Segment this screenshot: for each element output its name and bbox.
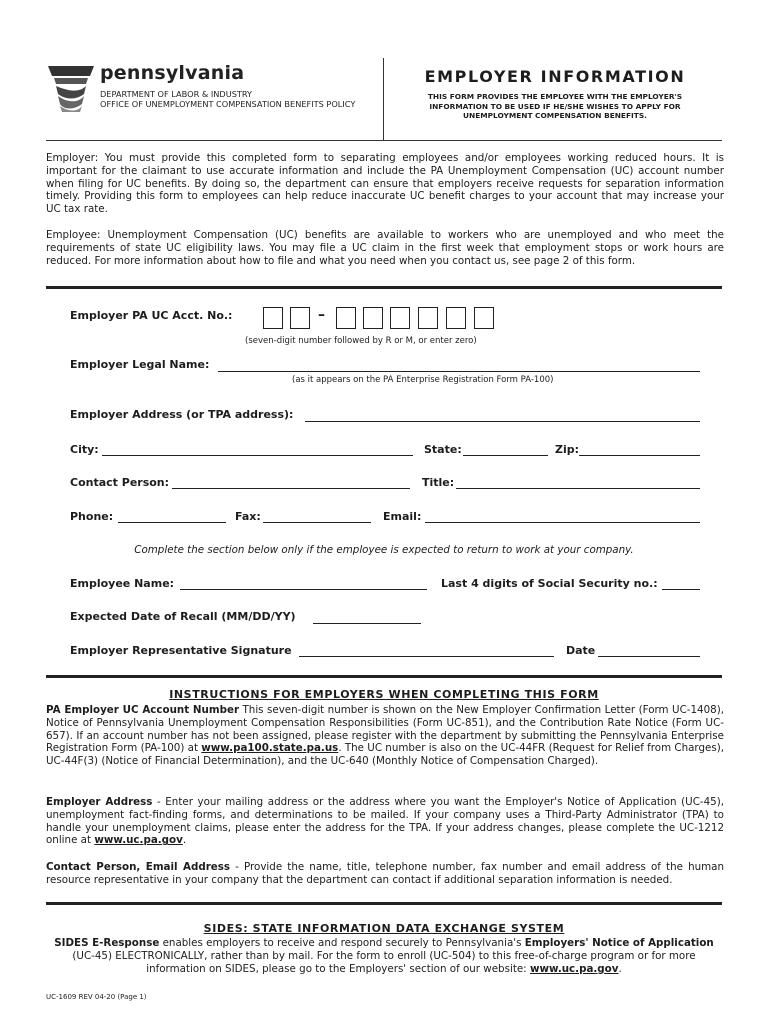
return-to-work-note: Complete the section below only if the employee is expected to return to work at your company.: [134, 544, 634, 556]
employer-address-instructions: Employer Address - Enter your mailing address or the address where you want the Employer's Notice of Application (UC-45), unemployment fact-finding forms, and determinations to be mailed. If your company uses a Third-Party Administrator (TPA) to handle your unemployment claims, please enter the address for the TPA. If your address changes, please complete the UC-1212 online at www.uc.pa.gov.: [46, 796, 724, 847]
contact-person-label: Contact Person:: [70, 476, 170, 489]
acct-digit-box[interactable]: [363, 307, 383, 329]
legal-name-field[interactable]: [218, 371, 700, 372]
address-label: Employer Address (or TPA address):: [70, 408, 294, 421]
phone-label: Phone:: [70, 510, 114, 523]
recall-date-field[interactable]: [313, 623, 421, 624]
acct-no-note: (seven-digit number followed by R or M, or enter zero): [245, 336, 477, 346]
header-divider: [383, 58, 384, 140]
section-rule: [46, 902, 722, 905]
date-label: Date: [566, 644, 596, 657]
form-header: [0, 0, 768, 140]
uc-website-link[interactable]: www.uc.pa.gov: [529, 963, 619, 975]
acct-digit-box[interactable]: [474, 307, 494, 329]
contact-person-field[interactable]: [172, 488, 410, 489]
legal-name-note: (as it appears on the PA Enterprise Registration Form PA-100): [292, 375, 554, 385]
acct-dash: –: [318, 307, 325, 323]
state-field[interactable]: [463, 455, 548, 456]
acct-digit-box[interactable]: [446, 307, 466, 329]
acct-digit-box[interactable]: [418, 307, 438, 329]
instructions-heading: INSTRUCTIONS FOR EMPLOYERS WHEN COMPLETING THIS FORM: [169, 688, 599, 701]
state-label: State:: [424, 443, 462, 456]
keystone-logo-icon: [46, 64, 96, 114]
recall-date-label: Expected Date of Recall (MM/DD/YY): [70, 610, 296, 623]
acct-digit-box[interactable]: [390, 307, 410, 329]
employer-intro-paragraph: Employer: You must provide this completed form to separating employees and/or employees working reduced hours. It is important for the claimant to use accurate information and include the PA Unemployment Compensation (UC) account number when filing for UC benefits. By doing so, the department can ensure that employers receive requests for separation information timely. Providing this form to employees can help reduce inaccurate UC benefit charges to your account that may increase your UC tax rate.: [46, 152, 724, 216]
city-label: City:: [70, 443, 99, 456]
form-subtitle: THIS FORM PROVIDES THE EMPLOYEE WITH THE EMPLOYER'S INFORMATION TO BE USED IF HE/SHE WISHES TO APPLY FOR UNEMPLOYMENT COMPENSATION BENEFITS.: [427, 92, 683, 120]
sides-paragraph: SIDES E-Response enables employers to receive and respond securely to Pennsylvania's Employers' Notice of Application (UC-45) ELECTRONICALLY, rather than by mail. For the form to enroll (UC-504) to this free-of-charge program or for more information on SIDES, please go to the Employers' section of our website: www.uc.pa.gov.: [54, 937, 714, 975]
acct-digit-box[interactable]: [336, 307, 356, 329]
pa100-link[interactable]: www.pa100.state.pa.us: [201, 742, 339, 755]
brand-name: pennsylvania: [100, 62, 245, 84]
form-footer: UC-1609 REV 04-20 (Page 1): [46, 993, 147, 1001]
ssn-field[interactable]: [662, 589, 700, 590]
zip-label: Zip:: [555, 443, 580, 456]
title-label: Title:: [422, 476, 455, 489]
title-field[interactable]: [456, 488, 700, 489]
section-rule: [46, 675, 722, 678]
phone-field[interactable]: [118, 522, 226, 523]
city-field[interactable]: [102, 455, 413, 456]
ssn-label: Last 4 digits of Social Security no.:: [441, 577, 658, 590]
email-field[interactable]: [425, 522, 700, 523]
acct-digit-box[interactable]: [290, 307, 310, 329]
department-name: DEPARTMENT OF LABOR & INDUSTRY OFFICE OF UNEMPLOYMENT COMPENSATION BENEFITS POLICY: [100, 89, 356, 109]
acct-digit-box[interactable]: [263, 307, 283, 329]
section-rule: [46, 286, 722, 289]
header-rule: [46, 140, 722, 141]
signature-label: Employer Representative Signature: [70, 644, 292, 657]
signature-field[interactable]: [299, 656, 554, 657]
contact-person-instructions: Contact Person, Email Address - Provide the name, title, telephone number, fax number and email address of the human resource representative in your company that the department can contact if additional separation information is needed.: [46, 861, 724, 886]
sides-heading: SIDES: STATE INFORMATION DATA EXCHANGE SYSTEM: [203, 922, 565, 935]
email-label: Email:: [383, 510, 422, 523]
employee-intro-paragraph: Employee: Unemployment Compensation (UC) benefits are available to workers who are unemployed and who meet the requirements of state UC eligibility laws. You may file a UC claim in the first week that employment stops or work hours are reduced. For more information about how to file and what you need when you contact us, see page 2 of this form.: [46, 229, 724, 267]
fax-field[interactable]: [263, 522, 371, 523]
date-field[interactable]: [598, 656, 700, 657]
fax-label: Fax:: [235, 510, 261, 523]
acct-no-label: Employer PA UC Acct. No.:: [70, 309, 233, 322]
acct-number-instructions: PA Employer UC Account Number This seven-digit number is shown on the New Employer Confirmation Letter (Form UC-1408), Notice of Pennsylvania Unemployment Compensation Responsibilities (Form UC-851), and the Contribution Rate Notice (Form UC-657). If an account number has not been assigned, please register with the department by submitting the Pennsylvania Enterprise Registration Form (PA-100) at www.pa100.state.pa.us. The UC number is also on the UC-44FR (Request for Relief from Charges), UC-44F(3) (Notice of Financial Determination), and the UC-640 (Monthly Notice of Compensation Charged).: [46, 704, 724, 768]
form-title: EMPLOYER INFORMATION: [424, 67, 686, 86]
uc-website-link[interactable]: www.uc.pa.gov: [94, 834, 183, 847]
zip-field[interactable]: [579, 455, 700, 456]
employee-name-field[interactable]: [180, 589, 427, 590]
legal-name-label: Employer Legal Name:: [70, 358, 210, 371]
address-field[interactable]: [305, 421, 700, 422]
employee-name-label: Employee Name:: [70, 577, 175, 590]
